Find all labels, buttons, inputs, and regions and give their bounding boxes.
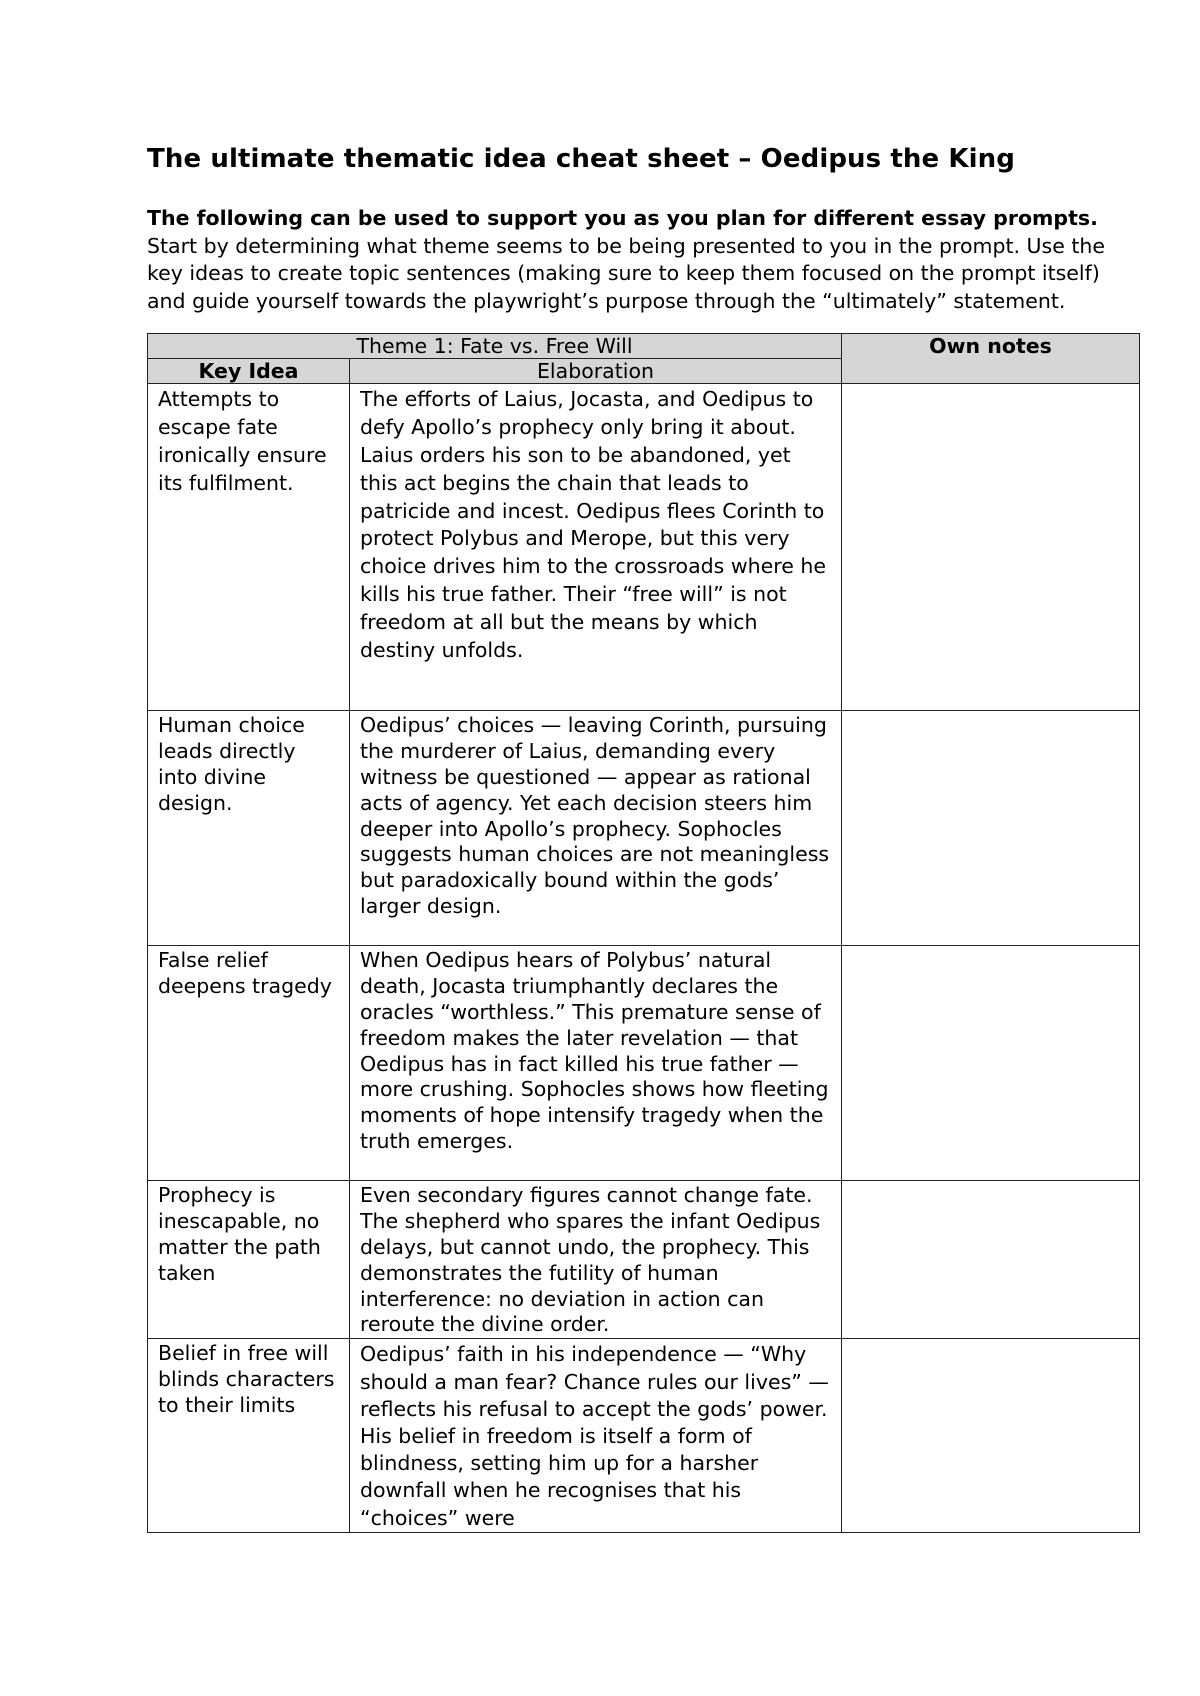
elaboration-header: Elaboration xyxy=(350,359,842,384)
theme-header-row xyxy=(148,334,1140,359)
table-row xyxy=(148,384,1140,711)
intro-body: Start by determining what theme seems to be being presented to you in the prompt. Use the key ideas to create topic sentences (making sure to keep them focused on the prompt itself) and guide yourself towards the playwright’s purpose through the “ultimately” statement. xyxy=(147,233,1105,313)
key-idea-cell: False relief deepens tragedy xyxy=(148,946,350,1181)
notes-cell[interactable] xyxy=(842,1339,1140,1532)
intro-lead: The following can be used to support you as you plan for different essay prompts. xyxy=(147,206,1098,230)
document-page xyxy=(147,142,1139,1533)
notes-cell[interactable] xyxy=(842,711,1140,946)
own-notes-header: Own notes xyxy=(842,334,1140,384)
elaboration-cell: Oedipus’ choices — leaving Corinth, pursuing the murderer of Laius, demanding every witness be questioned — appear as rational acts of agency. Yet each decision steers him deeper into Apollo’s prophecy. Sophocles suggests human choices are not meaningless but paradoxically bound within the gods’ larger design. xyxy=(350,711,842,946)
intro-paragraph xyxy=(147,205,1139,315)
elaboration-cell: When Oedipus hears of Polybus’ natural death, Jocasta triumphantly declares the oracles “worthless.” This premature sense of freedom makes the later revelation — that Oedipus has in fact killed his true father — more crushing. Sophocles shows how fleeting moments of hope intensify tragedy when the truth emerges. xyxy=(350,946,842,1181)
elaboration-cell: Even secondary figures cannot change fate. The shepherd who spares the infant Oedipus delays, but cannot undo, the prophecy. This demonstrates the futility of human interference: no deviation in action can reroute the divine order. xyxy=(350,1181,842,1339)
document-title: The ultimate thematic idea cheat sheet – Oedipus the King xyxy=(147,144,1015,174)
key-idea-cell: Human choice leads directly into divine design. xyxy=(148,711,350,946)
table-row xyxy=(148,711,1140,946)
elaboration-cell: The efforts of Laius, Jocasta, and Oedipus to defy Apollo’s prophecy only bring it about. Laius orders his son to be abandoned, yet this act begins the chain that leads to patricide and incest. Oedipus flees Corinth to protect Polybus and Merope, but this very choice drives him to the crossroads where he kills his true father. Their “free will” is not freedom at all but the means by which destiny unfolds. xyxy=(350,384,842,711)
theme-header: Theme 1: Fate vs. Free Will xyxy=(148,334,842,359)
table-row xyxy=(148,946,1140,1181)
table-row xyxy=(148,1181,1140,1339)
key-idea-header: Key Idea xyxy=(148,359,350,384)
key-idea-cell: Belief in free will blinds characters to their limits xyxy=(148,1339,350,1532)
key-idea-cell: Prophecy is inescapable, no matter the path taken xyxy=(148,1181,350,1339)
elaboration-cell: Oedipus’ faith in his independence — “Why should a man fear? Chance rules our lives” — reflects his refusal to accept the gods’ power. His belief in freedom is itself a form of blindness, setting him up for a harsher downfall when he recognises that his “choices” were xyxy=(350,1339,842,1532)
table-row xyxy=(148,1339,1140,1532)
notes-cell[interactable] xyxy=(842,384,1140,711)
theme-table xyxy=(147,333,1140,1532)
notes-cell[interactable] xyxy=(842,946,1140,1181)
notes-cell[interactable] xyxy=(842,1181,1140,1339)
key-idea-cell: Attempts to escape fate ironically ensure its fulfilment. xyxy=(148,384,350,711)
